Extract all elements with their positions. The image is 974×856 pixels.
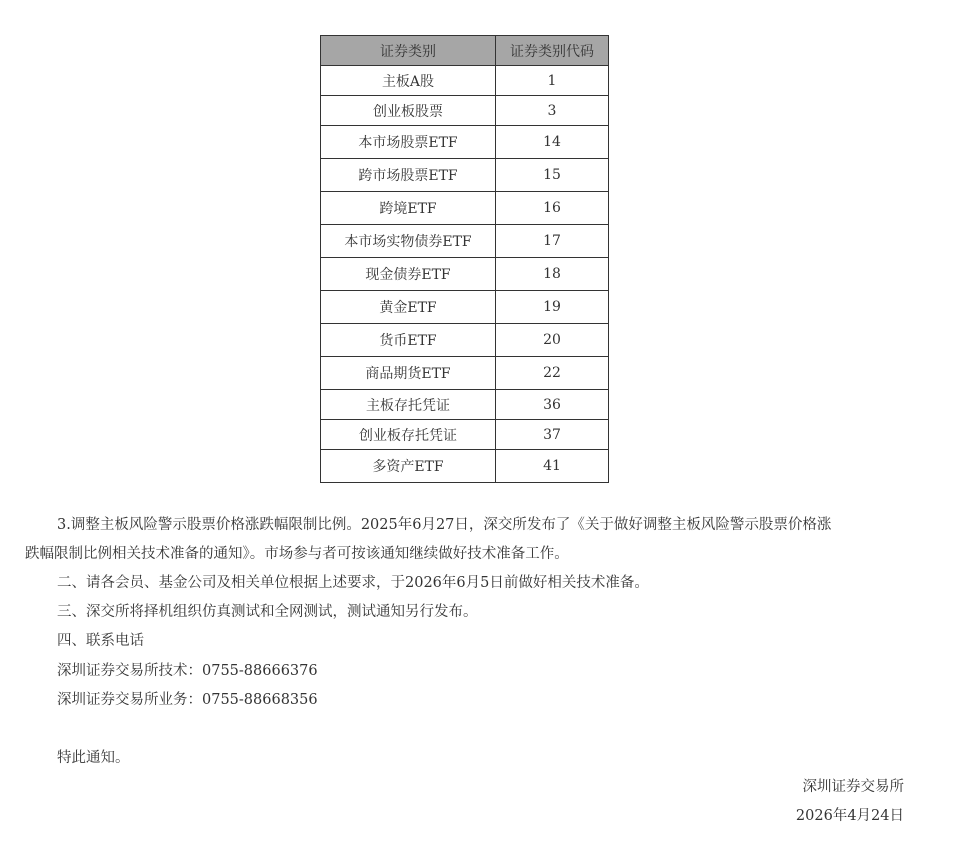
table-row xyxy=(321,357,609,390)
code-cell: 36 xyxy=(496,390,609,420)
category-cell: 主板存托凭证 xyxy=(321,390,496,420)
table-row xyxy=(321,258,609,291)
table-row xyxy=(321,324,609,357)
table-row xyxy=(321,420,609,450)
code-cell: 19 xyxy=(496,291,609,324)
code-cell: 3 xyxy=(496,96,609,126)
table-row xyxy=(321,192,609,225)
signature-organization: 深圳证券交易所 xyxy=(802,779,904,795)
category-cell: 多资产ETF xyxy=(321,450,496,483)
paragraph-item-3-line-2: 跌幅限制比例相关技术准备的通知》。市场参与者可按该通知继续做好技术准备工作。 xyxy=(25,546,569,562)
paragraph-section-4-heading: 四、联系电话 xyxy=(57,633,144,649)
table-row xyxy=(321,159,609,192)
table-row xyxy=(321,126,609,159)
paragraph-section-3: 三、深交所将择机组织仿真测试和全网测试，测试通知另行发布。 xyxy=(57,604,478,620)
table-row xyxy=(321,66,609,96)
code-cell: 15 xyxy=(496,159,609,192)
table-row xyxy=(321,96,609,126)
category-cell: 本市场实物债券ETF xyxy=(321,225,496,258)
category-cell: 本市场股票ETF xyxy=(321,126,496,159)
code-cell: 22 xyxy=(496,357,609,390)
security-category-table xyxy=(320,35,609,483)
category-cell: 黄金ETF xyxy=(321,291,496,324)
category-cell: 主板A股 xyxy=(321,66,496,96)
header-category: 证券类别 xyxy=(321,36,496,66)
contact-business-phone: 深圳证券交易所业务：0755-88668356 xyxy=(57,692,318,708)
category-cell: 创业板存托凭证 xyxy=(321,420,496,450)
category-cell: 商品期货ETF xyxy=(321,357,496,390)
signature-date: 2026年4月24日 xyxy=(795,808,904,824)
table-header-row xyxy=(321,36,609,66)
paragraph-item-3-line-1: 3.调整主板风险警示股票价格涨跌幅限制比例。2025年6月27日，深交所发布了《关于做好调整主板风险警示股票价格涨 xyxy=(57,517,832,533)
code-cell: 20 xyxy=(496,324,609,357)
contact-technical-phone: 深圳证券交易所技术：0755-88666376 xyxy=(57,663,318,679)
header-category-code: 证券类别代码 xyxy=(496,36,609,66)
category-cell: 创业板股票 xyxy=(321,96,496,126)
code-cell: 41 xyxy=(496,450,609,483)
code-cell: 37 xyxy=(496,420,609,450)
code-cell: 18 xyxy=(496,258,609,291)
code-cell: 16 xyxy=(496,192,609,225)
table-row xyxy=(321,291,609,324)
table-row xyxy=(321,390,609,420)
table-row xyxy=(321,450,609,483)
closing-notice: 特此通知。 xyxy=(57,750,130,766)
code-cell: 1 xyxy=(496,66,609,96)
table-row xyxy=(321,225,609,258)
code-cell: 17 xyxy=(496,225,609,258)
category-cell: 跨境ETF xyxy=(321,192,496,225)
paragraph-section-2: 二、请各会员、基金公司及相关单位根据上述要求，于2026年6月5日前做好相关技术准备。 xyxy=(57,575,649,591)
category-cell: 货币ETF xyxy=(321,324,496,357)
code-cell: 14 xyxy=(496,126,609,159)
category-cell: 现金债券ETF xyxy=(321,258,496,291)
category-cell: 跨市场股票ETF xyxy=(321,159,496,192)
security-category-table-wrap xyxy=(320,35,609,483)
